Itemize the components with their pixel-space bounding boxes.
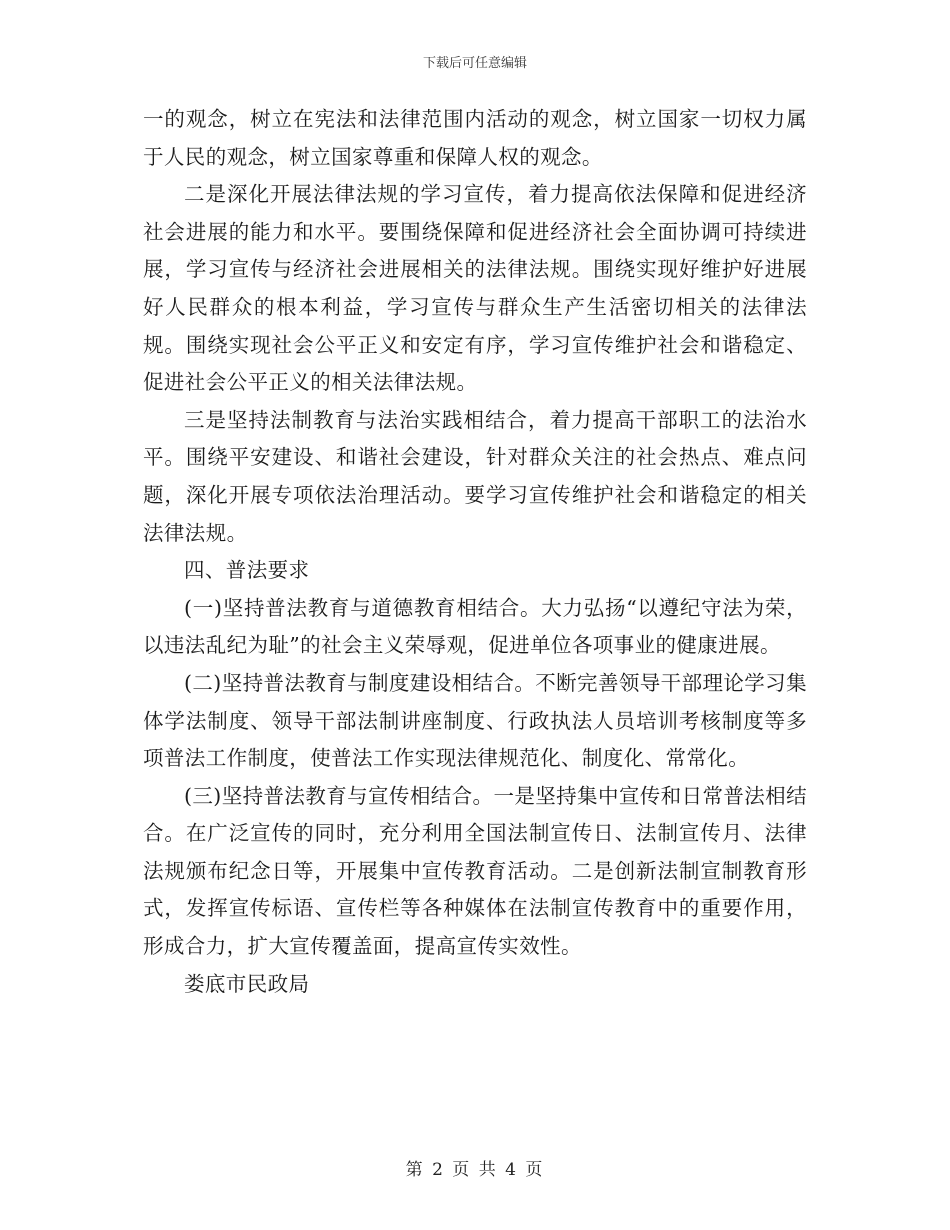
header-note: 下载后可任意编辑 <box>422 56 527 71</box>
document-body <box>143 101 807 1003</box>
paragraph: (二)坚持普法教育与制度建设相结合。不断完善领导干部理论学习集体学法制度、领导干部法制讲座制度、行政执法人员培训考核制度等多项普法工作制度，使普法工作实现法律规范化、制度化、常常化。 <box>143 670 807 771</box>
paragraph: (一)坚持普法教育与道德教育相结合。大力弘扬“以遵纪守法为荣，以违法乱纪为耻”的社会主义荣辱观，促进单位各项事业的健康进展。 <box>143 595 807 658</box>
signature-organization: 娄底市民政局 <box>184 971 310 996</box>
paragraph: 二是深化开展法律法规的学习宣传，着力提高依法保障和促进经济社会进展的能力和水平。要围绕保障和促进经济社会全面协调可持续进展，学习宣传与经济社会进展相关的法律法规。围绕实现好维护好进展好人民群众的根本利益，学习宣传与群众生产生活密切相关的法律法规。围绕实现社会公平正义和安定有序，学习宣传维护社会和谐稳定、促进社会公平正义的相关法律法规。 <box>143 182 807 395</box>
paragraph: (三)坚持普法教育与宣传相结合。一是坚持集中宣传和日常普法相结合。在广泛宣传的同时，充分利用全国法制宣传日、法制宣传月、法律法规颁布纪念日等，开展集中宣传教育活动。二是创新法制宣制教育形式，发挥宣传标语、宣传栏等各种媒体在法制宣传教育中的重要作用，形成合力，扩大宣传覆盖面，提高宣传实效性。 <box>143 783 807 959</box>
page-number: 第 2 页 共 4 页 <box>405 1160 545 1180</box>
paragraph: 一的观念，树立在宪法和法律范围内活动的观念，树立国家一切权力属于人民的观念，树立国家尊重和保障人权的观念。 <box>143 107 807 169</box>
paragraph: 三是坚持法制教育与法治实践相结合，着力提高干部职工的法治水平。围绕平安建设、和谐社会建设，针对群众关注的社会热点、难点问题，深化开展专项依法治理活动。要学习宣传维护社会和谐稳定的相关法律法规。 <box>143 407 807 545</box>
section-heading: 四、普法要求 <box>184 558 310 583</box>
